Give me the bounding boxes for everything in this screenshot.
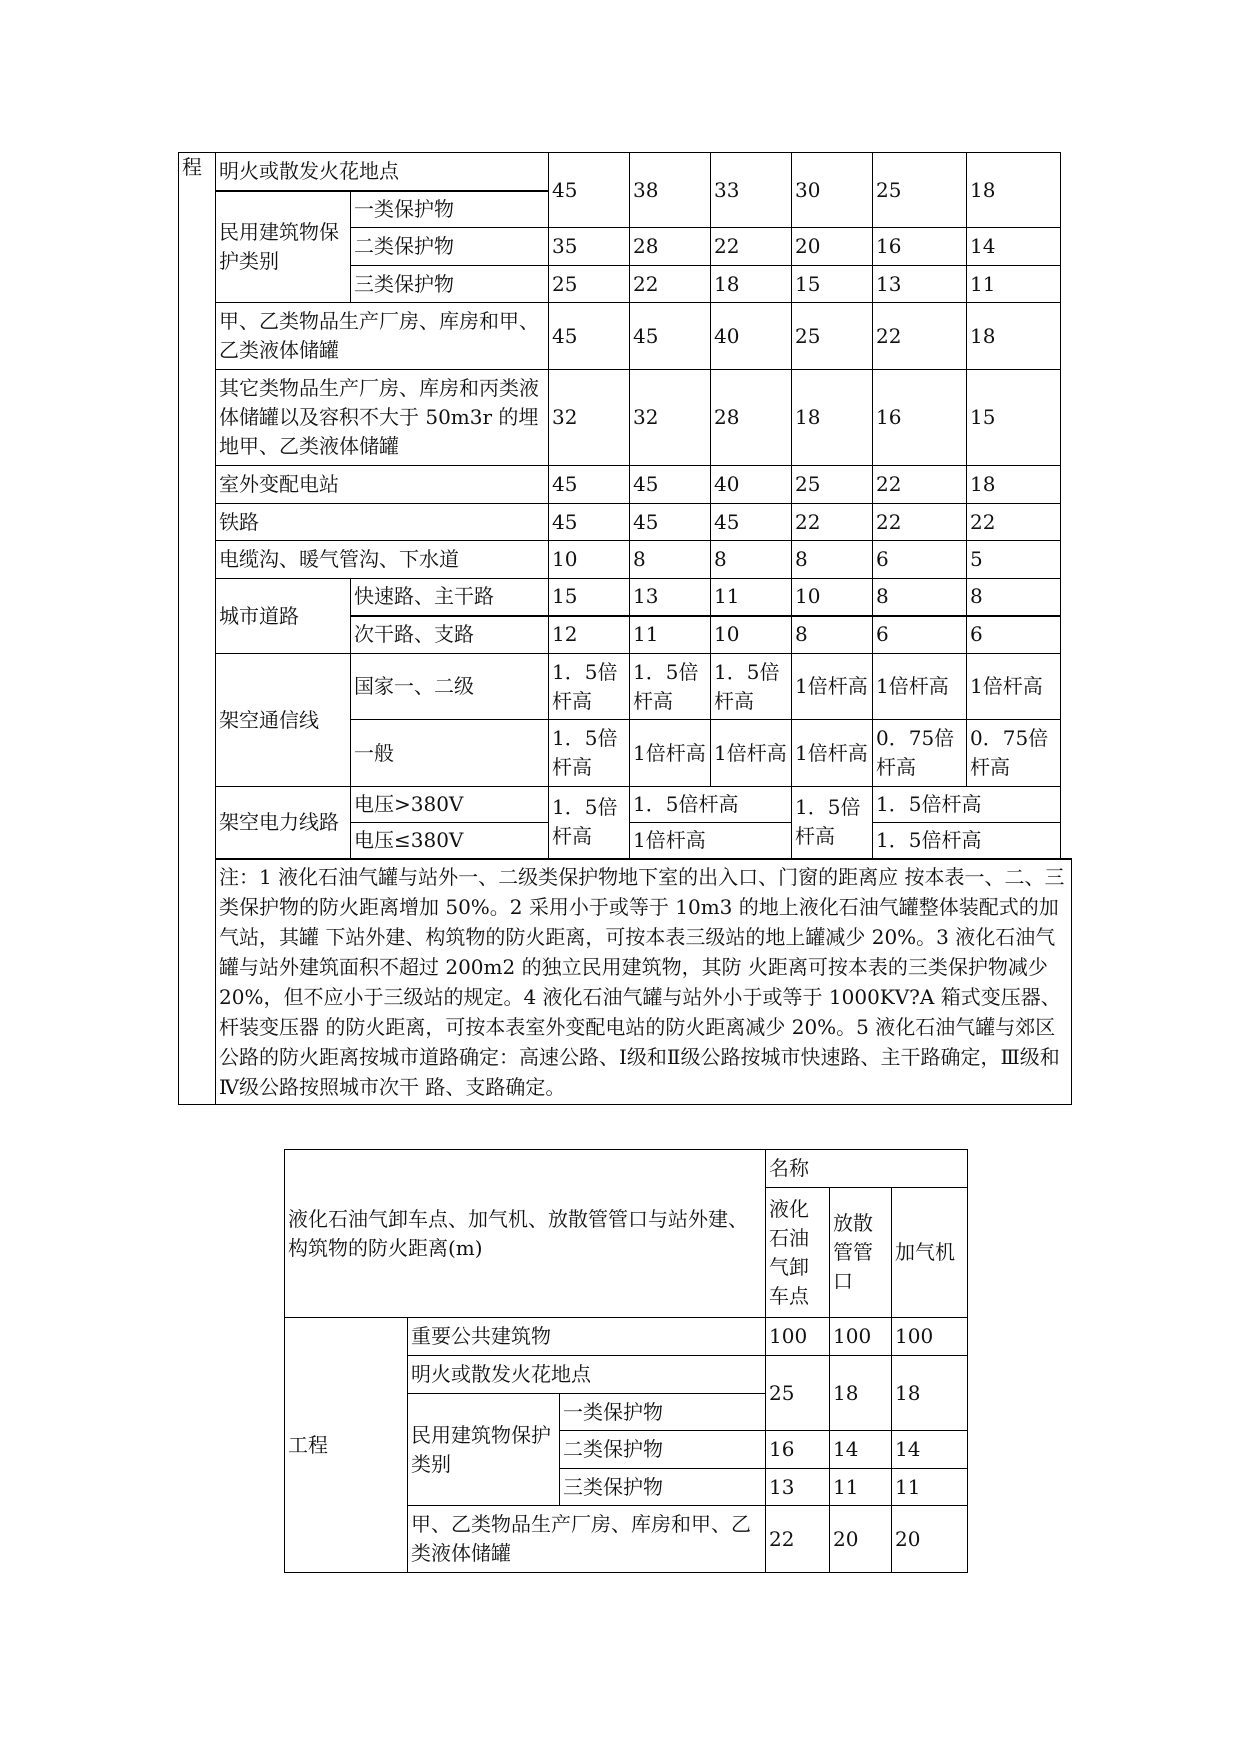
cell: 14 — [967, 228, 1061, 266]
sub-label: 一般 — [351, 720, 549, 787]
cell: 1．5倍杆高 — [711, 654, 792, 720]
cell: 16 — [766, 1431, 830, 1469]
table-title: 液化石油气卸车点、加气机、放散管管口与站外建、构筑物的防火距离(m) — [285, 1150, 766, 1318]
cell: 1．5倍杆高 — [630, 654, 711, 720]
cell: 1．5倍杆高 — [873, 823, 1061, 859]
cell: 1．5倍杆高 — [630, 787, 792, 823]
cell: 45 — [549, 153, 630, 228]
sub-label: 一类保护物 — [560, 1394, 766, 1431]
cell: 22 — [766, 1506, 830, 1573]
cell: 40 — [711, 466, 792, 504]
cell: 22 — [711, 228, 792, 266]
cell: 22 — [873, 303, 967, 370]
row-label-tielu: 铁路 — [216, 504, 549, 541]
sub-label: 电压>380V — [351, 787, 549, 823]
cell: 25 — [549, 266, 630, 303]
sub-label: 电压≤380V — [351, 823, 549, 859]
cell: 15 — [549, 579, 630, 616]
cell: 16 — [873, 228, 967, 266]
cell: 1．5倍杆高 — [549, 720, 630, 787]
cell: 32 — [630, 370, 711, 466]
cell: 18 — [711, 266, 792, 303]
sub-label: 三类保护物 — [351, 266, 549, 303]
cell: 8 — [711, 541, 792, 579]
cell: 1．5倍杆高 — [549, 654, 630, 720]
cell: 1倍杆高 — [630, 720, 711, 787]
cell: 14 — [892, 1431, 968, 1469]
cell: 45 — [549, 303, 630, 370]
sub-label: 二类保护物 — [560, 1431, 766, 1469]
row-label-mingho: 明火或散发火花地点 — [408, 1356, 766, 1394]
side-label: 程 — [179, 153, 216, 1105]
cell: 8 — [967, 579, 1061, 616]
cell: 18 — [967, 466, 1061, 504]
cell: 1．5倍杆高 — [792, 787, 873, 859]
row-label-jiayi: 甲、乙类物品生产厂房、库房和甲、乙类液体储罐 — [408, 1506, 766, 1573]
cell: 11 — [892, 1469, 968, 1506]
column-header: 加气机 — [892, 1188, 968, 1318]
cell: 15 — [792, 266, 873, 303]
cell: 8 — [792, 541, 873, 579]
cell: 10 — [711, 616, 792, 654]
cell: 11 — [830, 1469, 892, 1506]
cell: 20 — [830, 1506, 892, 1573]
row-label-dianlan: 电缆沟、暖气管沟、下水道 — [216, 541, 549, 579]
cell: 5 — [967, 541, 1061, 579]
cell: 45 — [549, 504, 630, 541]
cell: 28 — [711, 370, 792, 466]
cell: 40 — [711, 303, 792, 370]
cell: 6 — [873, 541, 967, 579]
cell: 25 — [792, 466, 873, 504]
side-label: 工程 — [285, 1318, 408, 1573]
cell: 100 — [892, 1318, 968, 1356]
cell: 22 — [630, 266, 711, 303]
cell: 18 — [967, 303, 1061, 370]
cell: 6 — [873, 616, 967, 654]
cell: 12 — [549, 616, 630, 654]
column-header: 放散管管口 — [830, 1188, 892, 1318]
cell: 1倍杆高 — [792, 654, 873, 720]
cell: 8 — [792, 616, 873, 654]
cell: 22 — [873, 466, 967, 504]
cell: 22 — [792, 504, 873, 541]
cell: 11 — [967, 266, 1061, 303]
column-header: 液化石油气卸车点 — [766, 1188, 830, 1318]
fire-distance-table-2 — [284, 1149, 968, 1573]
cell: 20 — [892, 1506, 968, 1573]
cell: 25 — [766, 1356, 830, 1431]
sub-label: 次干路、支路 — [351, 616, 549, 654]
sub-label: 二类保护物 — [351, 228, 549, 266]
row-label-shiwai: 室外变配电站 — [216, 466, 549, 504]
cell: 20 — [792, 228, 873, 266]
cell: 1倍杆高 — [967, 654, 1061, 720]
cell: 33 — [711, 153, 792, 228]
row-label-minyong: 民用建筑物保护类别 — [408, 1394, 560, 1506]
cell: 18 — [830, 1356, 892, 1431]
cell: 0．75倍杆高 — [873, 720, 967, 787]
cell: 8 — [630, 541, 711, 579]
cell: 13 — [630, 579, 711, 616]
sub-label: 一类保护物 — [351, 191, 549, 228]
row-label-tongxin: 架空通信线 — [216, 654, 351, 787]
table-note: 注：1 液化石油气罐与站外一、二级类保护物地下室的出入口、门窗的距离应 按本表一、二、三类保护物的防火距离增加 50%。2 采用小于或等于 10m3 的地上液化石油气罐整体装配式的加气站，其罐 下站外建、构筑物的防火距离，可按本表三级站的地上罐减少 20%。3 液化石油气罐与站外建筑面积不超过 200m2 的独立民用建筑物，其防 火距离可按本表的三类保护物减少 20%，但不应小于三级站的规定。4 液化石油气罐与站外小于或等于 1000KV?A 箱式变压器、杆装变压器 的防火距离，可按本表室外变配电站的防火距离减少 20%。5 液化石油气罐与郊区公路的防火距离按城市道路确定：高速公路、Ⅰ级和Ⅱ级公路按城市快速路、主干路确定，Ⅲ级和Ⅳ级公路按照城市次干 路、支路确定。 — [216, 859, 1072, 1105]
cell: 8 — [873, 579, 967, 616]
cell: 0．75倍杆高 — [967, 720, 1061, 787]
cell: 22 — [967, 504, 1061, 541]
cell: 32 — [549, 370, 630, 466]
cell: 1倍杆高 — [711, 720, 792, 787]
cell: 100 — [830, 1318, 892, 1356]
cell: 18 — [892, 1356, 968, 1431]
cell: 10 — [792, 579, 873, 616]
row-label-mingho: 明火或散发火花地点 — [216, 153, 549, 191]
cell: 13 — [766, 1469, 830, 1506]
row-label-jiayi: 甲、乙类物品生产厂房、库房和甲、乙类液体储罐 — [216, 303, 549, 370]
row-label-qita: 其它类物品生产厂房、库房和丙类液体储罐以及容积不大于 50m3r 的埋地甲、乙类液体储罐 — [216, 370, 549, 466]
cell: 15 — [967, 370, 1061, 466]
sub-label: 国家一、二级 — [351, 654, 549, 720]
cell: 28 — [630, 228, 711, 266]
cell: 18 — [792, 370, 873, 466]
cell: 11 — [630, 616, 711, 654]
cell: 11 — [711, 579, 792, 616]
cell: 100 — [766, 1318, 830, 1356]
cell: 1．5倍杆高 — [549, 787, 630, 859]
cell: 22 — [873, 504, 967, 541]
cell: 16 — [873, 370, 967, 466]
row-label-dianli: 架空电力线路 — [216, 787, 351, 859]
cell: 25 — [873, 153, 967, 228]
name-header: 名称 — [766, 1150, 968, 1188]
cell: 45 — [549, 466, 630, 504]
cell: 1倍杆高 — [873, 654, 967, 720]
cell: 45 — [630, 303, 711, 370]
cell: 45 — [630, 504, 711, 541]
cell: 1．5倍杆高 — [873, 787, 1061, 823]
row-label-minyong: 民用建筑物保护类别 — [216, 191, 351, 303]
row-label-zhongyao: 重要公共建筑物 — [408, 1318, 766, 1356]
cell: 45 — [630, 466, 711, 504]
cell: 1倍杆高 — [630, 823, 792, 859]
sub-label: 三类保护物 — [560, 1469, 766, 1506]
cell: 13 — [873, 266, 967, 303]
cell: 1倍杆高 — [792, 720, 873, 787]
cell: 30 — [792, 153, 873, 228]
cell: 38 — [630, 153, 711, 228]
cell: 45 — [711, 504, 792, 541]
sub-label: 快速路、主干路 — [351, 579, 549, 616]
cell: 14 — [830, 1431, 892, 1469]
row-label-chengshi: 城市道路 — [216, 579, 351, 654]
cell: 6 — [967, 616, 1061, 654]
cell: 10 — [549, 541, 630, 579]
cell: 35 — [549, 228, 630, 266]
fire-distance-table-1 — [178, 152, 1072, 1105]
cell: 18 — [967, 153, 1061, 228]
cell: 25 — [792, 303, 873, 370]
